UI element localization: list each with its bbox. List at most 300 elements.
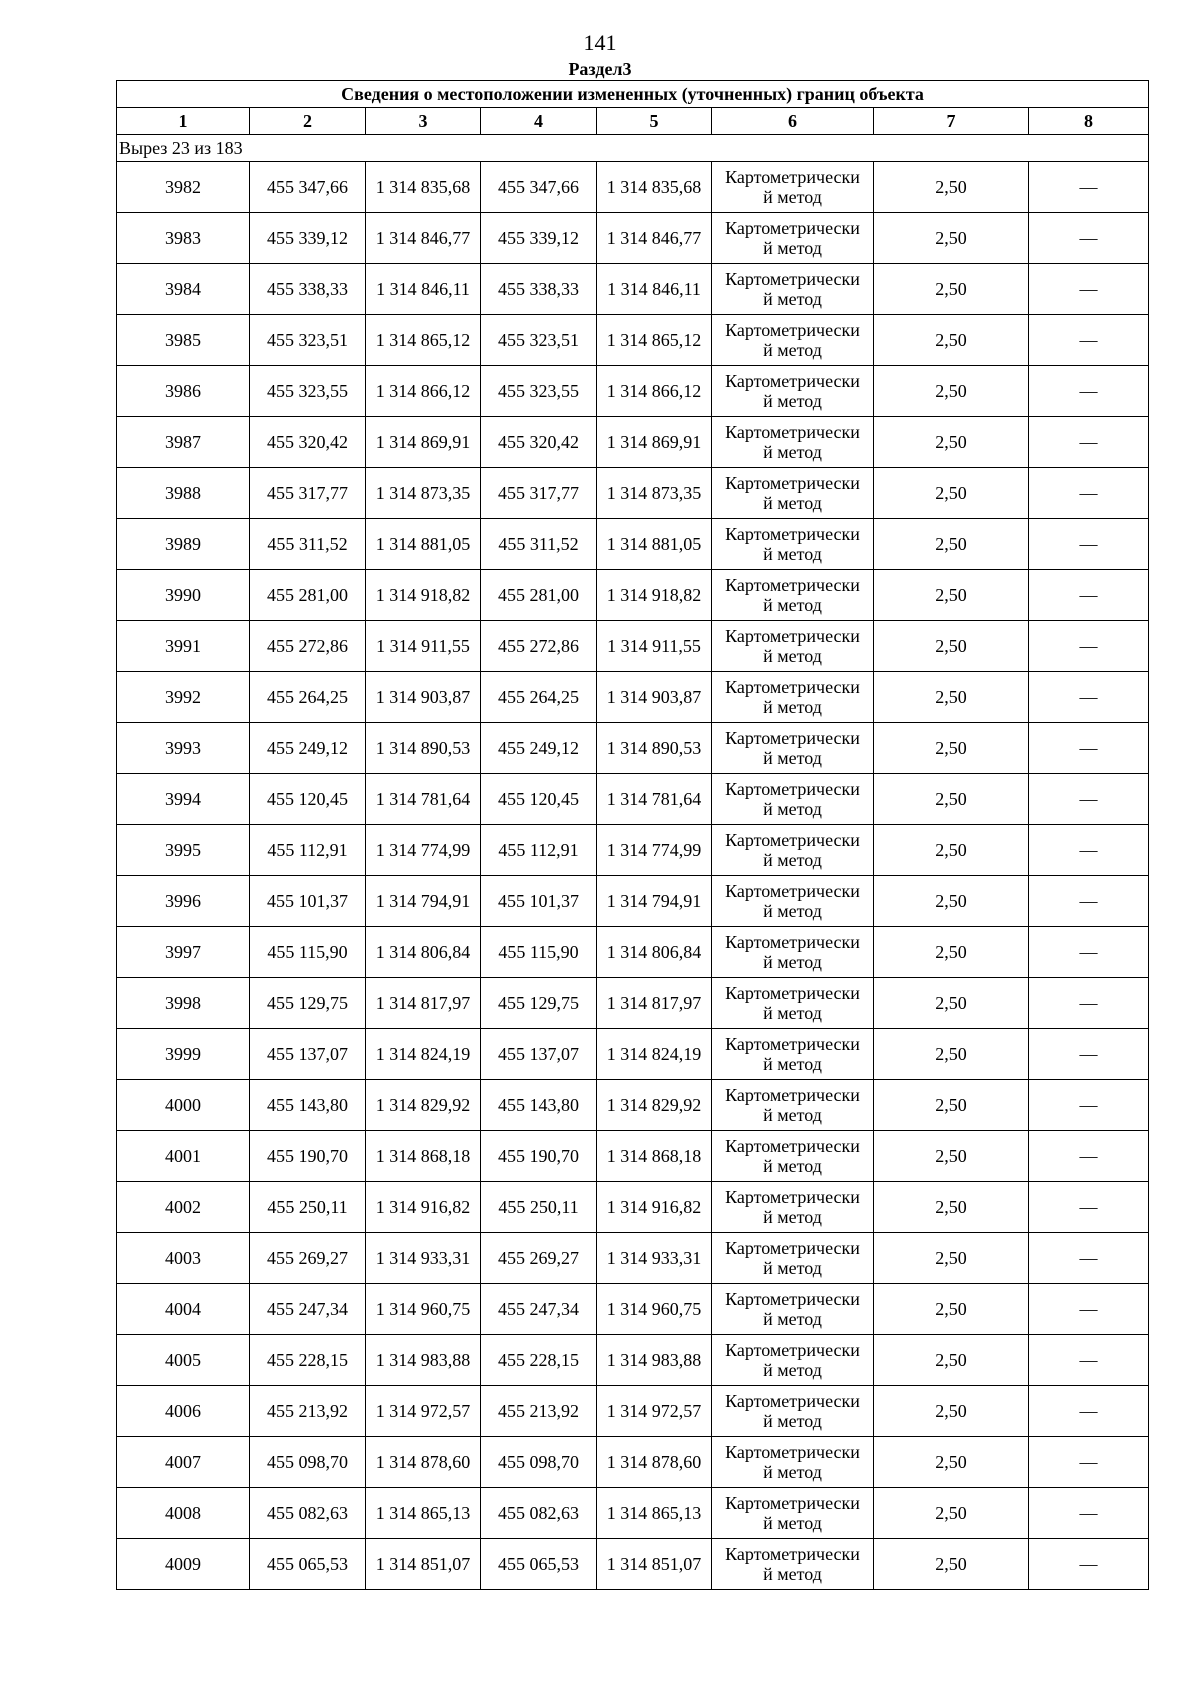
accuracy-cell: 2,50 — [874, 213, 1029, 264]
existing-y-cell: 1 314 781,64 — [366, 774, 481, 825]
method-cell — [712, 723, 874, 774]
note-cell: — — [1029, 723, 1149, 774]
refined-x-cell: 455 311,52 — [481, 519, 597, 570]
accuracy-cell: 2,50 — [874, 1233, 1029, 1284]
method-cell — [712, 213, 874, 264]
point-number-cell: 3996 — [117, 876, 250, 927]
refined-y-cell: 1 314 865,12 — [597, 315, 712, 366]
note-cell: — — [1029, 1284, 1149, 1335]
method-line: Картометрически — [725, 932, 860, 952]
table-row — [117, 978, 1149, 1029]
point-number-cell: 3995 — [117, 825, 250, 876]
existing-x-cell: 455 338,33 — [250, 264, 366, 315]
method-line: й метод — [763, 799, 822, 819]
existing-x-cell: 455 129,75 — [250, 978, 366, 1029]
refined-x-cell: 455 347,66 — [481, 162, 597, 213]
column-number: 8 — [1029, 108, 1149, 135]
refined-y-cell: 1 314 806,84 — [597, 927, 712, 978]
table-row — [117, 570, 1149, 621]
coordinates-table — [116, 80, 1149, 1590]
refined-y-cell: 1 314 911,55 — [597, 621, 712, 672]
point-number-cell: 3992 — [117, 672, 250, 723]
point-number-cell: 4003 — [117, 1233, 250, 1284]
method-line: Картометрически — [725, 1085, 860, 1105]
method-line: Картометрически — [725, 1391, 860, 1411]
table-row — [117, 876, 1149, 927]
existing-x-cell: 455 112,91 — [250, 825, 366, 876]
method-cell — [712, 519, 874, 570]
refined-x-cell: 455 120,45 — [481, 774, 597, 825]
existing-x-cell: 455 190,70 — [250, 1131, 366, 1182]
point-number-cell: 4001 — [117, 1131, 250, 1182]
table-row — [117, 1080, 1149, 1131]
method-cell — [712, 774, 874, 825]
accuracy-cell: 2,50 — [874, 723, 1029, 774]
existing-y-cell: 1 314 916,82 — [366, 1182, 481, 1233]
method-cell — [712, 1182, 874, 1233]
table-row — [117, 366, 1149, 417]
accuracy-cell: 2,50 — [874, 672, 1029, 723]
point-number-cell: 3990 — [117, 570, 250, 621]
table-row — [117, 1233, 1149, 1284]
refined-y-cell: 1 314 846,77 — [597, 213, 712, 264]
refined-y-cell: 1 314 824,19 — [597, 1029, 712, 1080]
refined-x-cell: 455 213,92 — [481, 1386, 597, 1437]
existing-x-cell: 455 228,15 — [250, 1335, 366, 1386]
refined-x-cell: 455 137,07 — [481, 1029, 597, 1080]
point-number-cell: 3999 — [117, 1029, 250, 1080]
method-cell — [712, 1284, 874, 1335]
accuracy-cell: 2,50 — [874, 825, 1029, 876]
column-number: 3 — [366, 108, 481, 135]
table-row — [117, 672, 1149, 723]
existing-y-cell: 1 314 878,60 — [366, 1437, 481, 1488]
section-title: Раздел3 — [568, 59, 632, 79]
excerpt-label: Вырез 23 из 183 — [117, 135, 1149, 162]
note-cell: — — [1029, 468, 1149, 519]
table-row — [117, 825, 1149, 876]
method-line: й метод — [763, 187, 822, 207]
existing-y-cell: 1 314 933,31 — [366, 1233, 481, 1284]
method-line: й метод — [763, 493, 822, 513]
refined-x-cell: 455 228,15 — [481, 1335, 597, 1386]
point-number-cell: 4006 — [117, 1386, 250, 1437]
accuracy-cell: 2,50 — [874, 417, 1029, 468]
method-line: Картометрически — [725, 422, 860, 442]
existing-y-cell: 1 314 829,92 — [366, 1080, 481, 1131]
existing-y-cell: 1 314 846,77 — [366, 213, 481, 264]
existing-x-cell: 455 347,66 — [250, 162, 366, 213]
note-cell: — — [1029, 519, 1149, 570]
refined-y-cell: 1 314 846,11 — [597, 264, 712, 315]
method-line: Картометрически — [725, 1136, 860, 1156]
point-number-cell: 4009 — [117, 1539, 250, 1590]
point-number-cell: 3984 — [117, 264, 250, 315]
accuracy-cell: 2,50 — [874, 978, 1029, 1029]
existing-y-cell: 1 314 817,97 — [366, 978, 481, 1029]
method-line: Картометрически — [725, 1340, 860, 1360]
method-line: Картометрически — [725, 1034, 860, 1054]
method-line: й метод — [763, 1156, 822, 1176]
table-row — [117, 927, 1149, 978]
method-line: й метод — [763, 1360, 822, 1380]
method-line: й метод — [763, 442, 822, 462]
note-cell: — — [1029, 1335, 1149, 1386]
existing-y-cell: 1 314 794,91 — [366, 876, 481, 927]
note-cell: — — [1029, 1437, 1149, 1488]
refined-y-cell: 1 314 983,88 — [597, 1335, 712, 1386]
existing-x-cell: 455 323,55 — [250, 366, 366, 417]
existing-x-cell: 455 311,52 — [250, 519, 366, 570]
existing-y-cell: 1 314 851,07 — [366, 1539, 481, 1590]
existing-y-cell: 1 314 846,11 — [366, 264, 481, 315]
existing-x-cell: 455 213,92 — [250, 1386, 366, 1437]
point-number-cell: 4002 — [117, 1182, 250, 1233]
refined-y-cell: 1 314 866,12 — [597, 366, 712, 417]
column-number: 5 — [597, 108, 712, 135]
refined-x-cell: 455 101,37 — [481, 876, 597, 927]
accuracy-cell: 2,50 — [874, 519, 1029, 570]
refined-x-cell: 455 269,27 — [481, 1233, 597, 1284]
method-line: й метод — [763, 1258, 822, 1278]
point-number-cell: 4007 — [117, 1437, 250, 1488]
method-line: й метод — [763, 1207, 822, 1227]
method-line: Картометрически — [725, 1544, 860, 1564]
existing-y-cell: 1 314 911,55 — [366, 621, 481, 672]
refined-y-cell: 1 314 794,91 — [597, 876, 712, 927]
note-cell: — — [1029, 876, 1149, 927]
column-number: 7 — [874, 108, 1029, 135]
refined-x-cell: 455 129,75 — [481, 978, 597, 1029]
accuracy-cell: 2,50 — [874, 315, 1029, 366]
existing-y-cell: 1 314 865,13 — [366, 1488, 481, 1539]
method-cell — [712, 315, 874, 366]
method-cell — [712, 927, 874, 978]
existing-y-cell: 1 314 866,12 — [366, 366, 481, 417]
point-number-cell: 3987 — [117, 417, 250, 468]
refined-y-cell: 1 314 933,31 — [597, 1233, 712, 1284]
method-cell — [712, 1233, 874, 1284]
method-cell — [712, 621, 874, 672]
existing-y-cell: 1 314 918,82 — [366, 570, 481, 621]
table-row — [117, 1437, 1149, 1488]
existing-y-cell: 1 314 983,88 — [366, 1335, 481, 1386]
accuracy-cell: 2,50 — [874, 1080, 1029, 1131]
point-number-cell: 3998 — [117, 978, 250, 1029]
method-line: Картометрически — [725, 677, 860, 697]
existing-y-cell: 1 314 881,05 — [366, 519, 481, 570]
note-cell: — — [1029, 1386, 1149, 1437]
refined-y-cell: 1 314 890,53 — [597, 723, 712, 774]
existing-x-cell: 455 281,00 — [250, 570, 366, 621]
accuracy-cell: 2,50 — [874, 927, 1029, 978]
accuracy-cell: 2,50 — [874, 621, 1029, 672]
method-cell — [712, 825, 874, 876]
method-cell — [712, 1437, 874, 1488]
method-line: й метод — [763, 697, 822, 717]
refined-x-cell: 455 098,70 — [481, 1437, 597, 1488]
column-number: 1 — [117, 108, 250, 135]
point-number-cell: 4000 — [117, 1080, 250, 1131]
table-row — [117, 1284, 1149, 1335]
accuracy-cell: 2,50 — [874, 264, 1029, 315]
method-line: й метод — [763, 952, 822, 972]
method-line: й метод — [763, 1462, 822, 1482]
note-cell: — — [1029, 1488, 1149, 1539]
method-line: Картометрически — [725, 881, 860, 901]
refined-x-cell: 455 317,77 — [481, 468, 597, 519]
method-cell — [712, 978, 874, 1029]
method-line: Картометрически — [725, 779, 860, 799]
point-number-cell: 3983 — [117, 213, 250, 264]
refined-x-cell: 455 115,90 — [481, 927, 597, 978]
refined-y-cell: 1 314 865,13 — [597, 1488, 712, 1539]
method-line: й метод — [763, 238, 822, 258]
accuracy-cell: 2,50 — [874, 1284, 1029, 1335]
method-cell — [712, 264, 874, 315]
method-line: Картометрически — [725, 1442, 860, 1462]
point-number-cell: 3993 — [117, 723, 250, 774]
method-line: й метод — [763, 391, 822, 411]
note-cell: — — [1029, 162, 1149, 213]
note-cell: — — [1029, 1080, 1149, 1131]
method-line: й метод — [763, 748, 822, 768]
method-cell — [712, 1131, 874, 1182]
point-number-cell: 4004 — [117, 1284, 250, 1335]
refined-y-cell: 1 314 972,57 — [597, 1386, 712, 1437]
method-cell — [712, 570, 874, 621]
refined-y-cell: 1 314 960,75 — [597, 1284, 712, 1335]
accuracy-cell: 2,50 — [874, 1182, 1029, 1233]
refined-x-cell: 455 190,70 — [481, 1131, 597, 1182]
accuracy-cell: 2,50 — [874, 1335, 1029, 1386]
accuracy-cell: 2,50 — [874, 366, 1029, 417]
refined-x-cell: 455 323,55 — [481, 366, 597, 417]
existing-x-cell: 455 120,45 — [250, 774, 366, 825]
accuracy-cell: 2,50 — [874, 876, 1029, 927]
method-line: Картометрически — [725, 1187, 860, 1207]
method-line: й метод — [763, 595, 822, 615]
refined-x-cell: 455 338,33 — [481, 264, 597, 315]
method-line: Картометрически — [725, 1238, 860, 1258]
method-line: й метод — [763, 1309, 822, 1329]
refined-x-cell: 455 320,42 — [481, 417, 597, 468]
method-line: Картометрически — [725, 269, 860, 289]
method-line: й метод — [763, 544, 822, 564]
note-cell: — — [1029, 1131, 1149, 1182]
method-line: Картометрически — [725, 524, 860, 544]
existing-y-cell: 1 314 869,91 — [366, 417, 481, 468]
point-number-cell: 3989 — [117, 519, 250, 570]
existing-x-cell: 455 143,80 — [250, 1080, 366, 1131]
accuracy-cell: 2,50 — [874, 162, 1029, 213]
method-line: Картометрически — [725, 473, 860, 493]
method-line: й метод — [763, 340, 822, 360]
refined-y-cell: 1 314 829,92 — [597, 1080, 712, 1131]
method-line: й метод — [763, 646, 822, 666]
note-cell: — — [1029, 315, 1149, 366]
existing-y-cell: 1 314 960,75 — [366, 1284, 481, 1335]
existing-x-cell: 455 317,77 — [250, 468, 366, 519]
method-line: й метод — [763, 850, 822, 870]
table-row — [117, 162, 1149, 213]
method-line: Картометрически — [725, 728, 860, 748]
note-cell: — — [1029, 672, 1149, 723]
method-line: Картометрически — [725, 575, 860, 595]
note-cell: — — [1029, 1029, 1149, 1080]
method-cell — [712, 468, 874, 519]
refined-y-cell: 1 314 868,18 — [597, 1131, 712, 1182]
existing-y-cell: 1 314 972,57 — [366, 1386, 481, 1437]
note-cell: — — [1029, 264, 1149, 315]
refined-x-cell: 455 281,00 — [481, 570, 597, 621]
note-cell: — — [1029, 1182, 1149, 1233]
method-line: й метод — [763, 1054, 822, 1074]
refined-x-cell: 455 247,34 — [481, 1284, 597, 1335]
refined-y-cell: 1 314 781,64 — [597, 774, 712, 825]
point-number-cell: 3994 — [117, 774, 250, 825]
existing-x-cell: 455 323,51 — [250, 315, 366, 366]
refined-x-cell: 455 249,12 — [481, 723, 597, 774]
method-line: Картометрически — [725, 167, 860, 187]
point-number-cell: 3986 — [117, 366, 250, 417]
note-cell: — — [1029, 213, 1149, 264]
accuracy-cell: 2,50 — [874, 774, 1029, 825]
table-row — [117, 621, 1149, 672]
refined-x-cell: 455 323,51 — [481, 315, 597, 366]
column-number-row — [117, 108, 1149, 135]
method-cell — [712, 672, 874, 723]
table-row — [117, 264, 1149, 315]
table-row — [117, 468, 1149, 519]
existing-x-cell: 455 101,37 — [250, 876, 366, 927]
note-cell: — — [1029, 774, 1149, 825]
table-row — [117, 519, 1149, 570]
existing-x-cell: 455 137,07 — [250, 1029, 366, 1080]
refined-y-cell: 1 314 916,82 — [597, 1182, 712, 1233]
refined-y-cell: 1 314 774,99 — [597, 825, 712, 876]
refined-x-cell: 455 272,86 — [481, 621, 597, 672]
method-cell — [712, 1029, 874, 1080]
existing-y-cell: 1 314 824,19 — [366, 1029, 481, 1080]
method-line: Картометрически — [725, 983, 860, 1003]
method-cell — [712, 366, 874, 417]
accuracy-cell: 2,50 — [874, 1386, 1029, 1437]
existing-x-cell: 455 264,25 — [250, 672, 366, 723]
method-line: Картометрически — [725, 320, 860, 340]
table-row — [117, 774, 1149, 825]
existing-x-cell: 455 115,90 — [250, 927, 366, 978]
method-line: й метод — [763, 1564, 822, 1584]
accuracy-cell: 2,50 — [874, 468, 1029, 519]
table-row — [117, 1335, 1149, 1386]
accuracy-cell: 2,50 — [874, 1029, 1029, 1080]
point-number-cell: 3991 — [117, 621, 250, 672]
table-row — [117, 213, 1149, 264]
method-line: Картометрически — [725, 1493, 860, 1513]
point-number-cell: 3985 — [117, 315, 250, 366]
table-row — [117, 1386, 1149, 1437]
method-line: й метод — [763, 1003, 822, 1023]
accuracy-cell: 2,50 — [874, 1131, 1029, 1182]
table-row — [117, 1029, 1149, 1080]
method-line: й метод — [763, 1513, 822, 1533]
accuracy-cell: 2,50 — [874, 1437, 1029, 1488]
refined-y-cell: 1 314 918,82 — [597, 570, 712, 621]
existing-y-cell: 1 314 835,68 — [366, 162, 481, 213]
existing-x-cell: 455 320,42 — [250, 417, 366, 468]
accuracy-cell: 2,50 — [874, 1539, 1029, 1590]
point-number-cell: 4008 — [117, 1488, 250, 1539]
method-line: й метод — [763, 1411, 822, 1431]
existing-x-cell: 455 247,34 — [250, 1284, 366, 1335]
refined-y-cell: 1 314 903,87 — [597, 672, 712, 723]
existing-x-cell: 455 250,11 — [250, 1182, 366, 1233]
note-cell: — — [1029, 570, 1149, 621]
method-cell — [712, 417, 874, 468]
accuracy-cell: 2,50 — [874, 570, 1029, 621]
refined-y-cell: 1 314 817,97 — [597, 978, 712, 1029]
method-line: Картометрически — [725, 626, 860, 646]
table-row — [117, 417, 1149, 468]
method-cell — [712, 876, 874, 927]
existing-x-cell: 455 339,12 — [250, 213, 366, 264]
existing-y-cell: 1 314 806,84 — [366, 927, 481, 978]
refined-y-cell: 1 314 881,05 — [597, 519, 712, 570]
note-cell: — — [1029, 927, 1149, 978]
table-title: Сведения о местоположении измененных (уточненных) границ объекта — [117, 81, 1149, 108]
method-cell — [712, 1488, 874, 1539]
existing-y-cell: 1 314 865,12 — [366, 315, 481, 366]
existing-x-cell: 455 269,27 — [250, 1233, 366, 1284]
note-cell: — — [1029, 978, 1149, 1029]
refined-x-cell: 455 250,11 — [481, 1182, 597, 1233]
refined-y-cell: 1 314 878,60 — [597, 1437, 712, 1488]
existing-x-cell: 455 272,86 — [250, 621, 366, 672]
method-cell — [712, 1386, 874, 1437]
method-line: Картометрически — [725, 830, 860, 850]
method-cell — [712, 162, 874, 213]
existing-y-cell: 1 314 890,53 — [366, 723, 481, 774]
refined-y-cell: 1 314 851,07 — [597, 1539, 712, 1590]
table-row — [117, 723, 1149, 774]
point-number-cell: 4005 — [117, 1335, 250, 1386]
table-row — [117, 1131, 1149, 1182]
method-cell — [712, 1335, 874, 1386]
refined-x-cell: 455 082,63 — [481, 1488, 597, 1539]
refined-y-cell: 1 314 873,35 — [597, 468, 712, 519]
existing-y-cell: 1 314 774,99 — [366, 825, 481, 876]
method-line: Картометрически — [725, 1289, 860, 1309]
existing-x-cell: 455 249,12 — [250, 723, 366, 774]
refined-x-cell: 455 065,53 — [481, 1539, 597, 1590]
method-cell — [712, 1080, 874, 1131]
existing-y-cell: 1 314 873,35 — [366, 468, 481, 519]
column-number: 2 — [250, 108, 366, 135]
method-line: Картометрически — [725, 371, 860, 391]
point-number-cell: 3988 — [117, 468, 250, 519]
table-row — [117, 315, 1149, 366]
note-cell: — — [1029, 417, 1149, 468]
method-cell — [712, 1539, 874, 1590]
existing-x-cell: 455 098,70 — [250, 1437, 366, 1488]
refined-x-cell: 455 143,80 — [481, 1080, 597, 1131]
refined-y-cell: 1 314 869,91 — [597, 417, 712, 468]
column-number: 6 — [712, 108, 874, 135]
note-cell: — — [1029, 621, 1149, 672]
note-cell: — — [1029, 825, 1149, 876]
accuracy-cell: 2,50 — [874, 1488, 1029, 1539]
